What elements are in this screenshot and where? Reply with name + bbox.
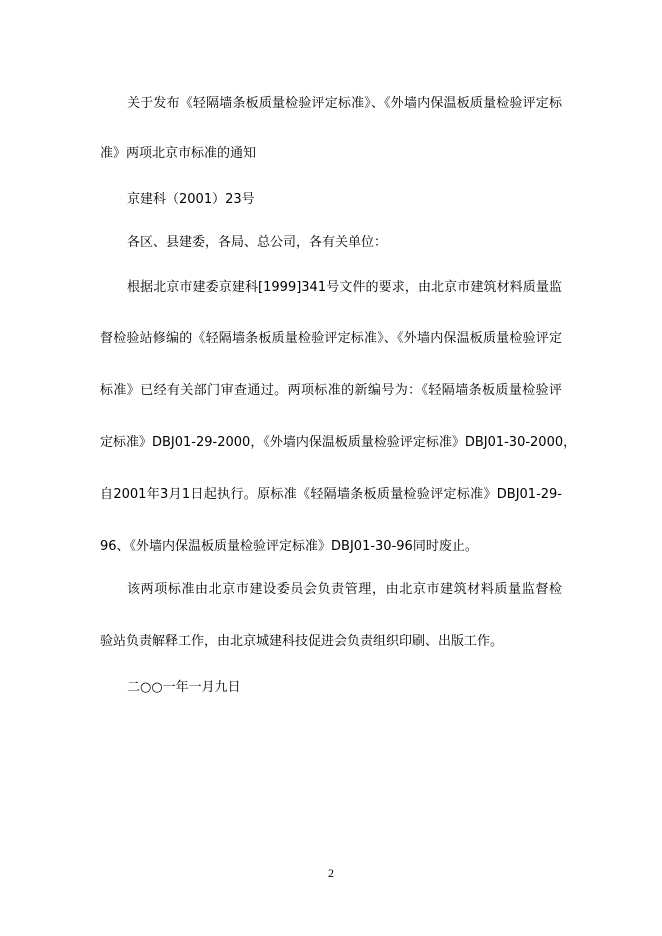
document-number: 京建科（2001）23号 [127,192,255,207]
notice-title-line-1: 关于发布《轻隔墙条板质量检验评定标准》、《外墙内保温板质量检验评定标 [127,96,562,111]
addressee: 各区、县建委，各局、总公司，各有关单位： [127,235,388,250]
issue-date: 二○○一年一月九日 [127,680,241,695]
paragraph-1-line-4: 定标准》DBJ01-29-2000，《外墙内保温板质量检验评定标准》DBJ01-30-2000， [100,435,577,450]
paragraph-1-line-5: 自2001年3月1日起执行。原标准《轻隔墙条板质量检验评定标准》DBJ01-29- [100,487,562,502]
paragraph-1-line-3: 标准》已经有关部门审查通过。两项标准的新编号为：《轻隔墙条板质量检验评 [100,383,562,398]
paragraph-2-line-1: 该两项标准由北京市建设委员会负责管理，由北京市建筑材料质量监督检 [127,582,562,597]
paragraph-1-line-2: 督检验站修编的《轻隔墙条板质量检验评定标准》、《外墙内保温板质量检验评定 [100,331,562,346]
paragraph-1-line-6: 96、《外墙内保温板质量检验评定标准》DBJ01-30-96同时废止。 [100,539,478,554]
paragraph-2-line-2: 验站负责解释工作，由北京城建科技促进会负责组织印刷、出版工作。 [100,634,504,649]
paragraph-1-line-1: 根据北京市建委京建科[1999]341号文件的要求，由北京市建筑材料质量监 [127,280,562,295]
page-number: 2 [328,866,334,880]
notice-title-line-2: 准》两项北京市标准的通知 [100,146,257,161]
